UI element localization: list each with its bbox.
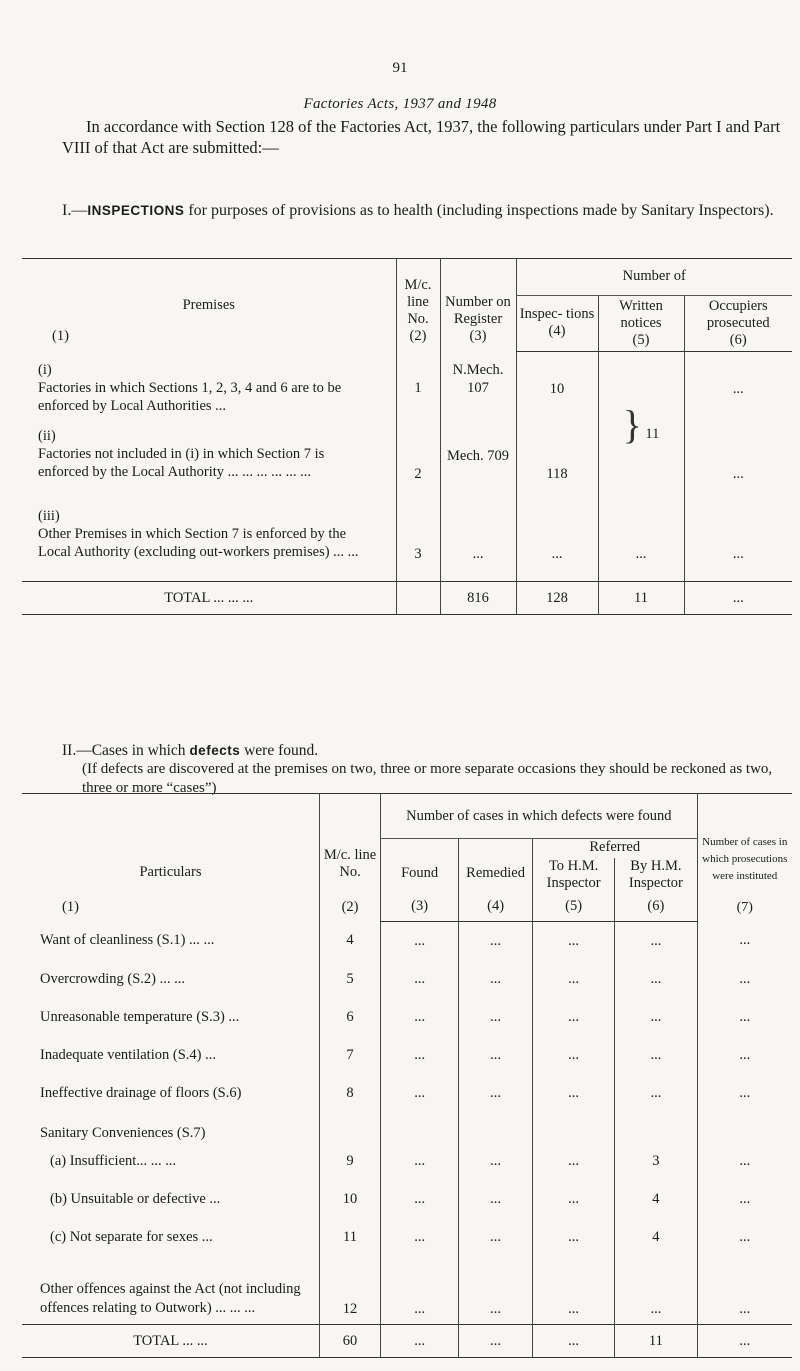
header-inspections: Inspec- tions (4) <box>516 295 598 351</box>
table-row: Overcrowding (S.2) ... ... 5 ... ... ... ... ... <box>22 960 792 998</box>
page-heading: Factories Acts, 1937 and 1948 <box>303 96 497 112</box>
table-row: (i)Factories in which Sections 1, 2, 3, 4 and 6 are to be enforced by Local Authorities ... 1 N.Mech. 107 10 } 11 ... <box>22 351 792 419</box>
section-1-heading: I.—INSPECTIONS for purposes of provisions as to health (including inspections made by Sanitary Inspectors). <box>62 202 774 219</box>
header-occupiers-prosecuted: Occupiers prosecuted (6) <box>684 295 792 351</box>
table-row: Unreasonable temperature (S.3) ... 6 ... ... ... ... ... <box>22 998 792 1036</box>
defects-table <box>22 793 792 1358</box>
table-row: (b) Unsuitable or defective ... 10 ... ... ... 4 ... <box>22 1180 792 1218</box>
header-remedied: Remedied (4) <box>459 839 533 922</box>
total-row: TOTAL ... ... ... 816 128 11 ... <box>22 582 792 615</box>
header-written-notices: Written notices (5) <box>598 295 684 351</box>
table-row: (c) Not separate for sexes ... 11 ... ... ... 4 ... <box>22 1218 792 1256</box>
intro-paragraph: In accordance with Section 128 of the Factories Act, 1937, the following particulars under Part I and Part VIII of that Act are submitted:— <box>62 117 781 157</box>
total-row: TOTAL ... ... 60 ... ... ... 11 ... <box>22 1325 792 1358</box>
header-to-hm-inspector: To H.M. Inspector (5) <box>546 858 601 914</box>
section-2-heading: II.—Cases in which defects were found. (If defects are discovered at the premises on two, three or more separate occasions they should be reckoned as two, three or more “cases”) <box>62 741 790 798</box>
header-number-of: Number of <box>516 259 792 296</box>
header-mc-line: M/c. line No. (2) <box>319 794 380 922</box>
header-number-of-cases: Number of cases in which defects were found <box>381 794 697 839</box>
header-particulars: Particulars (1) <box>62 863 202 915</box>
table-row: Want of cleanliness (S.1) ... ... 4 ... ... ... ... ... <box>22 922 792 961</box>
header-prosecutions: Number of cases in which prosecutions were instituted (7) <box>697 794 792 922</box>
table-row: (ii)Factories not included in (i) in which Section 7 is enforced by the Local Authority ... ... ... ... ... ... 2 Mech. 709 118 ... <box>22 419 792 499</box>
group-header-row: Sanitary Conveniences (S.7) <box>22 1112 792 1142</box>
header-referred: Referred To H.M. Inspector (5) By H.M. Inspector (6) <box>532 839 697 922</box>
header-mc-line: M/c. line No. (2) <box>396 259 440 352</box>
table-row: (iii)Other Premises in which Section 7 is enforced by the Local Authority (excluding out-workers premises) ... ... 3 ... ... ... ... <box>22 499 792 582</box>
table-row: Inadequate ventilation (S.4) ... 7 ... ... ... ... ... <box>22 1036 792 1074</box>
table-row: Other offences against the Act (not including offences relating to Outwork) ... ... ... 12 ... ... ... ... ... <box>22 1256 792 1325</box>
header-found: Found (3) <box>381 839 459 922</box>
section-2-note: (If defects are discovered at the premises on two, three or more separate occasions they should be reckoned as two, three or more “cases”) <box>82 761 773 796</box>
header-premises: Premises (1) <box>52 297 235 344</box>
brace-icon: } <box>622 402 642 448</box>
table-row: (a) Insufficient... ... ... 9 ... ... ... 3 ... <box>22 1142 792 1180</box>
page-number: 91 <box>392 60 408 76</box>
header-register: Number on Register (3) <box>440 259 516 352</box>
header-by-hm-inspector: By H.M. Inspector (6) <box>614 858 696 921</box>
table-row: Ineffective drainage of floors (S.6) 8 ... ... ... ... ... <box>22 1074 792 1112</box>
inspections-table <box>22 258 792 615</box>
